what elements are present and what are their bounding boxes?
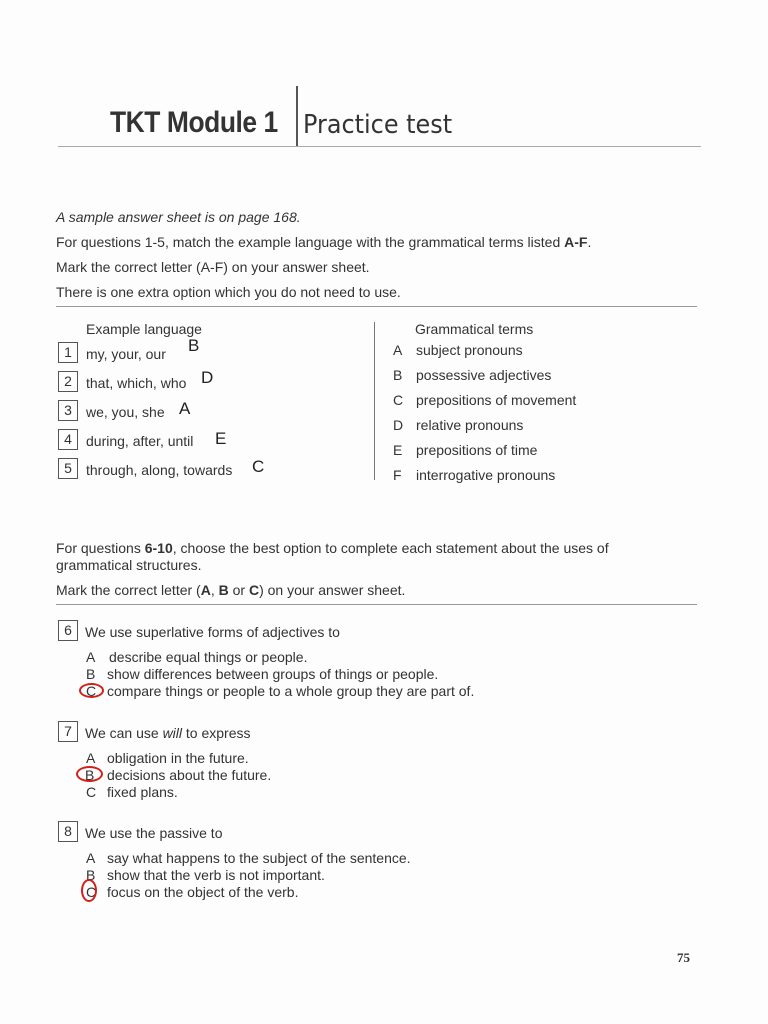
term-letter-e: E xyxy=(393,442,403,458)
q7-option-c: fixed plans. xyxy=(107,784,178,800)
term-letter-d: D xyxy=(393,417,404,433)
term-e: prepositions of time xyxy=(416,442,538,458)
q6-option-b: show differences between groups of things or people. xyxy=(107,666,439,682)
intro-line-2 xyxy=(56,234,591,250)
s2-line-1-bold: 6-10 xyxy=(144,540,173,556)
question-8-stem: We use the passive to xyxy=(85,825,223,841)
question-number-2: 2 xyxy=(58,371,78,392)
q7-option-letter-c: C xyxy=(86,784,97,800)
q8-option-letter-b: B xyxy=(86,867,96,883)
q6-option-letter-b: B xyxy=(86,666,96,682)
q7-option-letter-a: A xyxy=(86,750,96,766)
question-number-4: 4 xyxy=(58,429,78,450)
s2-line-1-end: , choose the best option to complete each statement about the uses of xyxy=(172,540,609,556)
question-number-6: 6 xyxy=(58,620,78,641)
term-c: prepositions of movement xyxy=(416,392,577,408)
q8-option-c: focus on the object of the verb. xyxy=(107,884,299,900)
intro-line-2-end: . xyxy=(587,234,592,250)
question-number-7: 7 xyxy=(58,721,78,742)
term-b: possessive adjectives xyxy=(416,367,552,383)
section-2-intro-line-1b: grammatical structures. xyxy=(56,557,202,573)
title-divider xyxy=(296,86,298,146)
s2-line-2-end: ) on your answer sheet. xyxy=(259,582,406,598)
answer-circle-q8 xyxy=(81,879,97,902)
term-letter-b: B xyxy=(393,367,403,383)
q6-option-a: describe equal things or people. xyxy=(109,649,308,665)
question-number-5: 5 xyxy=(58,458,78,479)
q6-option-c: compare things or people to a whole group they are part of. xyxy=(107,683,475,699)
q7-stem-italic: will xyxy=(162,725,183,741)
example-language-heading: Example language xyxy=(86,321,202,337)
intro-line-2-text: For questions 1-5, match the example language with the grammatical terms listed xyxy=(56,234,565,250)
q6-option-letter-a: A xyxy=(86,649,96,665)
term-letter-c: C xyxy=(393,392,404,408)
term-d: relative pronouns xyxy=(416,417,524,433)
question-7-stem xyxy=(85,725,251,741)
s2-sep-2: or xyxy=(228,582,249,598)
handwritten-answer-1: B xyxy=(188,336,200,355)
intro-line-1: A sample answer sheet is on page 168. xyxy=(56,209,301,225)
answer-circle-q7 xyxy=(76,766,103,782)
grammatical-terms-heading: Grammatical terms xyxy=(415,321,534,337)
page-subtitle: Practice test xyxy=(303,110,453,140)
example-item-4: during, after, until xyxy=(86,433,194,449)
handwritten-answer-2: D xyxy=(201,368,214,387)
s2-sep-1: , xyxy=(210,582,219,598)
q7-option-letter-b: B xyxy=(85,767,95,783)
question-number-1: 1 xyxy=(58,342,78,363)
header-rule xyxy=(58,146,701,147)
question-number-3: 3 xyxy=(58,400,78,421)
s2-letter-c: C xyxy=(248,582,260,598)
section-1-rule xyxy=(56,306,697,307)
q8-option-b: show that the verb is not important. xyxy=(107,867,325,883)
section-2-rule xyxy=(56,604,697,605)
column-divider xyxy=(374,322,375,480)
answer-circle-q6 xyxy=(79,683,104,698)
section-2-intro-line-1 xyxy=(56,540,609,556)
example-item-5: through, along, towards xyxy=(86,462,233,478)
intro-line-2-bold: A-F xyxy=(564,234,588,250)
term-letter-a: A xyxy=(393,342,403,358)
q8-option-letter-c: C xyxy=(86,884,97,900)
handwritten-answer-5: C xyxy=(252,457,265,476)
q7-option-a: obligation in the future. xyxy=(107,750,249,766)
question-6-stem: We use superlative forms of adjectives to xyxy=(85,624,340,640)
q7-option-b: decisions about the future. xyxy=(107,767,272,783)
s2-line-2-text: Mark the correct letter ( xyxy=(56,582,201,598)
intro-line-4: There is one extra option which you do not need to use. xyxy=(56,284,401,300)
example-item-3: we, you, she xyxy=(86,404,165,420)
page-title: TKT Module 1 xyxy=(110,106,278,139)
q8-option-letter-a: A xyxy=(86,850,96,866)
q7-stem-text: We can use xyxy=(85,725,163,741)
term-f: interrogative pronouns xyxy=(416,467,556,483)
example-item-2: that, which, who xyxy=(86,375,187,391)
question-number-8: 8 xyxy=(58,821,78,842)
intro-line-3: Mark the correct letter (A-F) on your answer sheet. xyxy=(56,259,370,275)
q8-option-a: say what happens to the subject of the sentence. xyxy=(107,850,411,866)
term-letter-f: F xyxy=(393,467,402,483)
s2-letter-a: A xyxy=(200,582,211,598)
term-a: subject pronouns xyxy=(416,342,523,358)
section-2-intro-line-2 xyxy=(56,582,405,598)
handwritten-answer-3: A xyxy=(179,399,191,418)
s2-line-1-text: For questions xyxy=(56,540,145,556)
q7-stem-end: to express xyxy=(182,725,251,741)
s2-letter-b: B xyxy=(218,582,229,598)
page-number: 75 xyxy=(677,950,690,965)
q6-option-letter-c: C xyxy=(86,683,97,699)
handwritten-answer-4: E xyxy=(215,429,227,448)
example-item-1: my, your, our xyxy=(86,346,166,362)
